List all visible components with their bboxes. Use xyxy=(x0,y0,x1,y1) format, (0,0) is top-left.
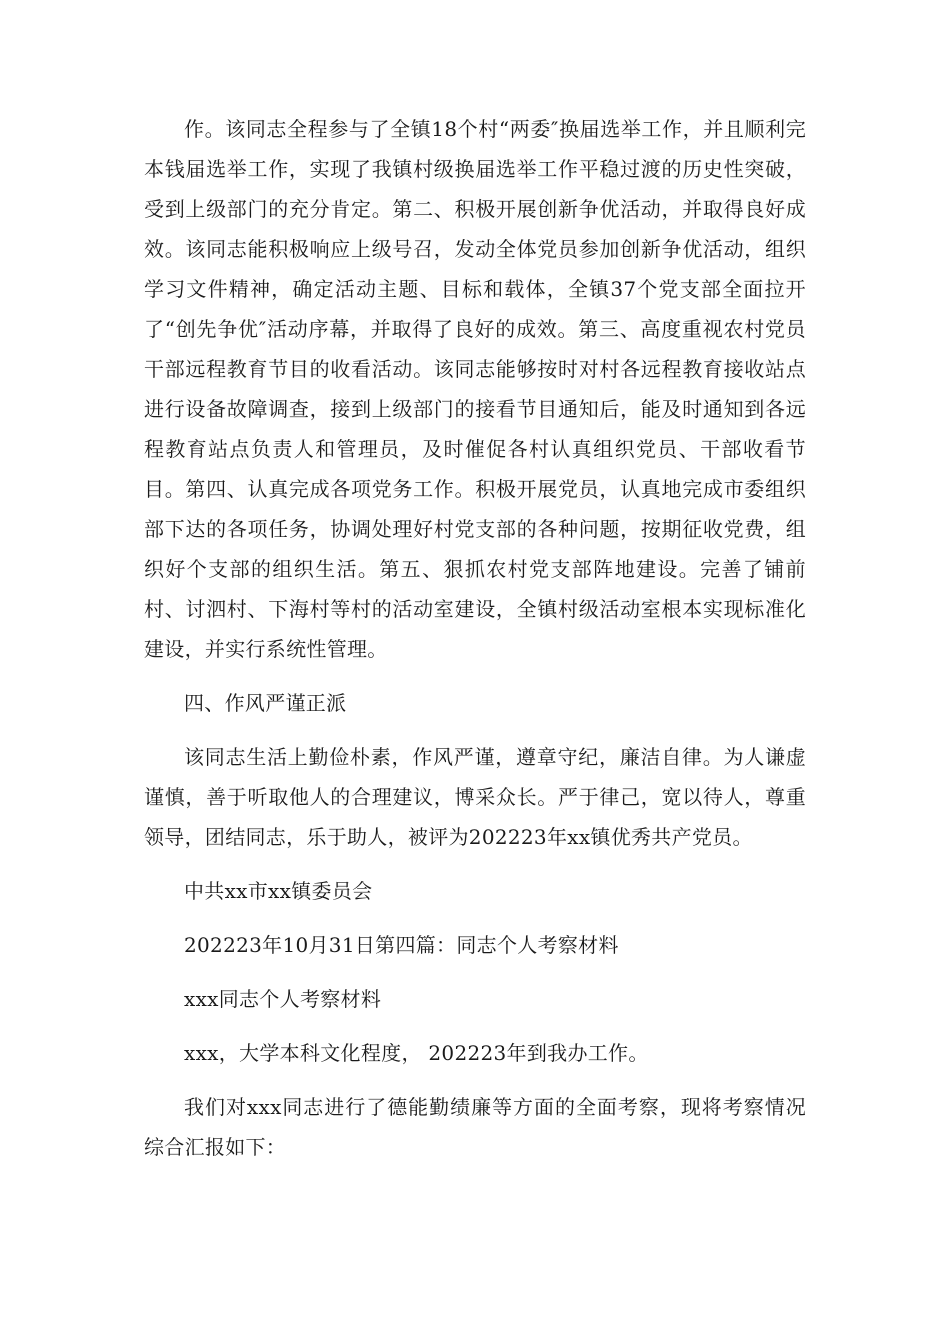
section-heading-work-style: 四、作风严谨正派 xyxy=(184,691,347,715)
body-paragraph-work-style: 该同志生活上勤俭朴素，作风严谨，遵章守纪，廉洁自律。为人谦虚谨慎，善于听取他人的合理建议，博采众长。严于律己，宽以待人，尊重领导，团结同志，乐于助人，被评为202223年xx镇优秀共产党员。 xyxy=(144,745,806,849)
body-paragraph-work-achievements: 作。该同志全程参与了全镇18个村“两委″换届选举工作，并且顺利完本钱届选举工作，实现了我镇村级换届选举工作平稳过渡的历史性突破，受到上级部门的充分肯定。第二、积极开展创新争优活动，并取得良好成效。该同志能积极响应上级号召，发动全体党员参加创新争优活动，组织学习文件精神，确定活动主题、目标和载体，全镇37个党支部全面拉开了“创先争优″活动序幕，并取得了良好的成效。第三、高度重视农村党员干部远程教育节目的收看活动。该同志能够按时对村各远程教育接收站点进行设备故障调查，接到上级部门的接看节目通知后，能及时通知到各远程教育站点负责人和管理员，及时催促各村认真组织党员、干部收看节目。第四、认真完成各项党务工作。积极开展党员，认真地完成市委组织部下达的各项任务，协调处理好村党支部的各种问题，按期征收党费，组织好个支部的组织生活。第五、狠抓农村党支部阵地建设。完善了铺前村、讨泗村、下海村等村的活动室建设，全镇村级活动室根本实现标准化建设，并实行系统性管理。 xyxy=(144,117,806,661)
body-paragraph-assessment-intro: 我们对xxx同志进行了德能勤绩廉等方面的全面考察，现将考察情况综合汇报如下： xyxy=(144,1095,806,1159)
signature-organization: 中共xx市xx镇委员会 xyxy=(184,879,373,903)
date-and-section-title: 202223年10月31日第四篇：同志个人考察材料 xyxy=(184,933,619,957)
candidate-intro: xxx，大学本科文化程度， 202223年到我办工作。 xyxy=(184,1041,649,1065)
document-title: xxx同志个人考察材料 xyxy=(184,987,382,1011)
document-page xyxy=(144,109,806,1167)
